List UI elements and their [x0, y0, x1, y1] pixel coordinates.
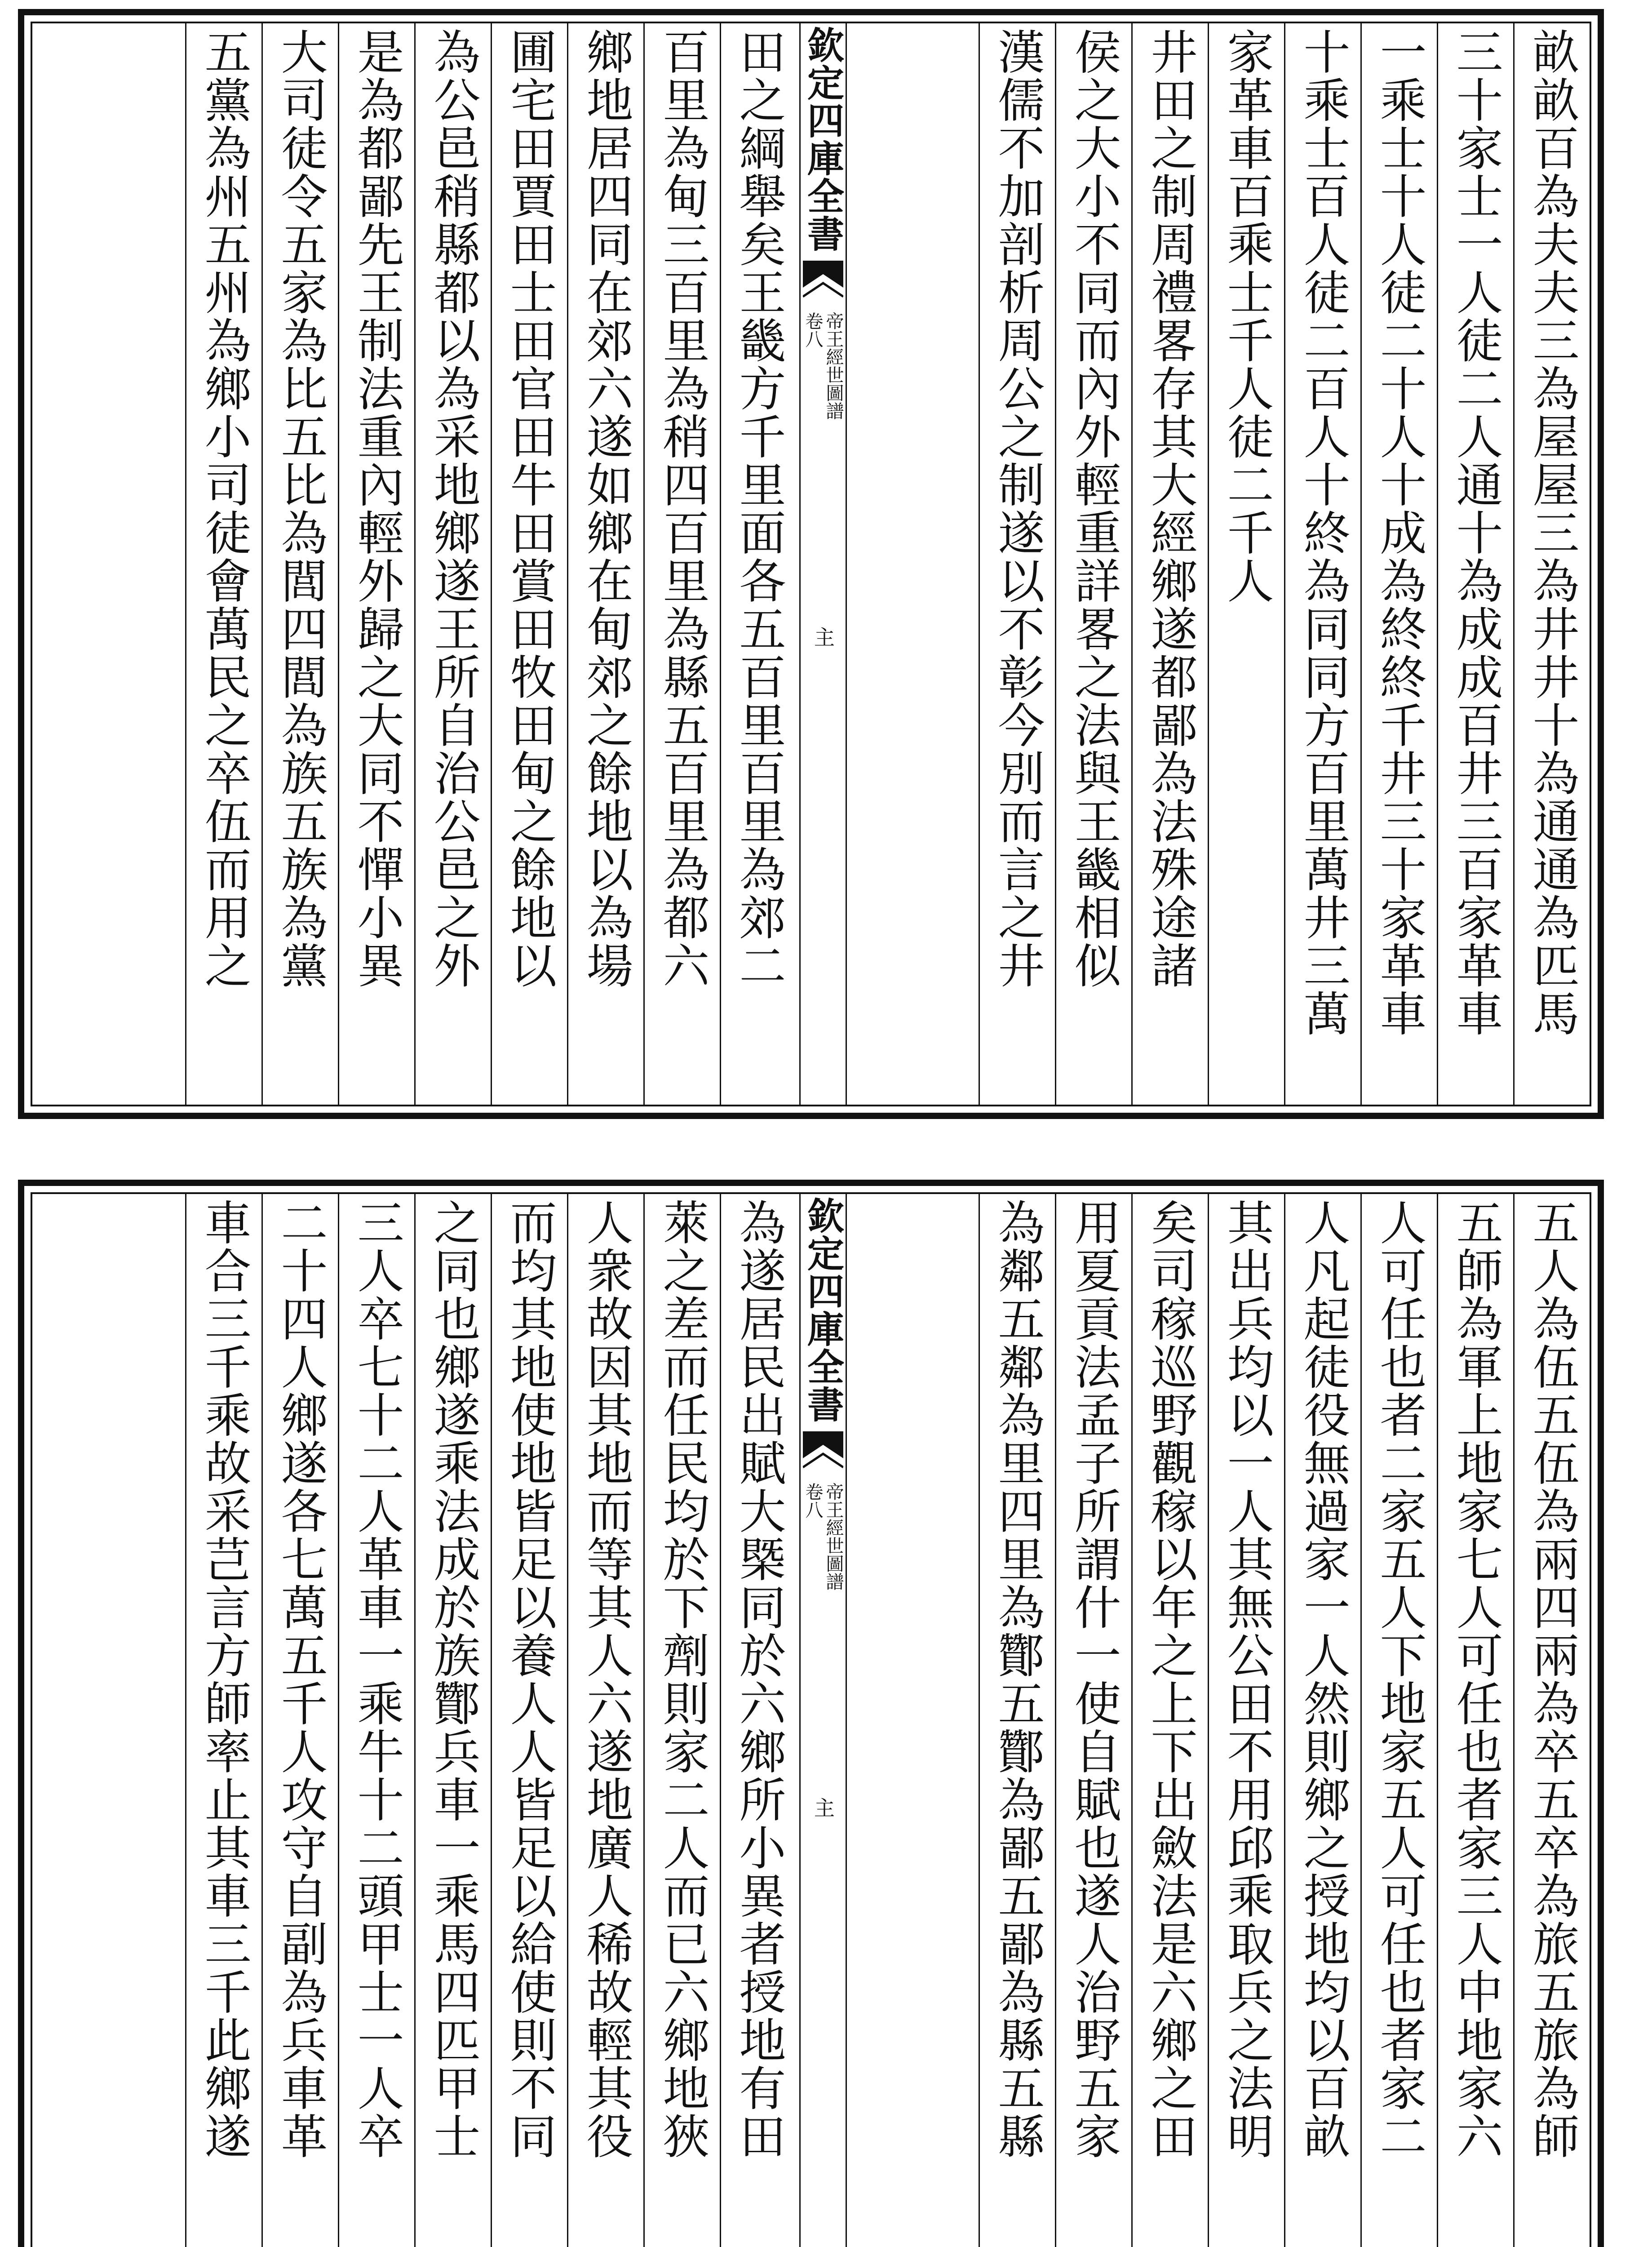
left-half-text — [32, 23, 796, 1105]
text-column: 其出兵均以一人其無公田不用邱乘取兵之法明 — [1208, 1194, 1284, 2247]
text-column: 田之綱舉矣王畿方千里面各五百里百里為郊二 — [720, 23, 796, 1105]
text-column: 三人卒七十二人革車一乘牛十二頭甲士一人卒 — [338, 1194, 414, 2247]
text-column: 井田之制周禮畧存其大經鄉遂都鄙為法殊途諸 — [1131, 23, 1208, 1105]
text-column: 三十家士一人徒二人通十為成成百井三百家革車 — [1437, 23, 1513, 1105]
text-column: 鄉地居四同在郊六遂如鄉在甸郊之餘地以為場 — [567, 23, 643, 1105]
text-column: 二十四人鄉遂各七萬五千人攻守自副為兵車革 — [261, 1194, 338, 2247]
text-column: 侯之大小不同而內外輕重詳畧之法與王畿相似 — [1055, 23, 1131, 1105]
text-column: 用夏貢法孟子所謂什一使自賦也遂人治野五家 — [1055, 1194, 1131, 2247]
text-column: 為鄰五鄰為里四里為酇五酇為鄙五鄙為縣五縣 — [979, 1194, 1055, 2247]
text-column: 十乘士百人徒二百人十終為同同方百里萬井三萬 — [1284, 23, 1360, 1105]
book-title: 欽定四庫全書 — [801, 1197, 845, 1423]
text-column: 人可任也者二家五人下地家五人可任也者家二 — [1360, 1194, 1437, 2247]
text-column: 漢儒不加剖析周公之制遂以不彰今別而言之井 — [979, 23, 1055, 1105]
work-title: 帝王經世圖譜 — [823, 1483, 844, 1590]
folio-number: 主 — [811, 1797, 835, 1818]
work-info — [804, 312, 842, 420]
text-column: 五人為伍五伍為兩四兩為卒五卒為旅五旅為師 — [1513, 1194, 1590, 2247]
text-column: 為公邑稍縣都以為采地鄉遂王所自治公邑之外 — [414, 23, 491, 1105]
left-half-text — [32, 1194, 796, 2247]
text-column: 五師為軍上地家七人可任也者家三人中地家六 — [1437, 1194, 1513, 2247]
folio-number: 主 — [811, 626, 835, 647]
text-column: 為遂居民出賦大槩同於六鄉所小異者授地有田 — [720, 1194, 796, 2247]
volume-label: 卷八 — [802, 312, 823, 348]
text-column: 家革車百乘士千人徒二千人 — [1208, 23, 1284, 1105]
text-column: 而均其地使地皆足以養人人皆足以給使則不同 — [491, 1194, 567, 2247]
text-column: 是為都鄙先王制法重內輕外歸之大同不憚小異 — [338, 23, 414, 1105]
text-column: 百里為甸三百里為稍四百里為縣五百里為都六 — [643, 23, 720, 1105]
text-column: 五黨為州五州為鄉小司徒會萬民之卒伍而用之 — [185, 23, 261, 1105]
volume-label: 卷八 — [802, 1483, 823, 1519]
text-column: 人衆故因其地而等其人六遂地廣人稀故輕其役 — [567, 1194, 643, 2247]
bottom-page — [18, 1180, 1604, 2247]
text-column: 人凡起徒役無過家一人然則鄉之授地均以百畝 — [1284, 1194, 1360, 2247]
text-column: 矣司稼巡野觀稼以年之上下出斂法是六鄉之田 — [1131, 1194, 1208, 2247]
work-title: 帝王經世圖譜 — [823, 312, 844, 420]
text-column: 車合三千乘故采芑言方師率止其車三千此鄉遂 — [185, 1194, 261, 2247]
book-title: 欽定四庫全書 — [801, 26, 845, 253]
text-column: 之同也鄉遂乘法成於族酇兵車一乘馬四匹甲士 — [414, 1194, 491, 2247]
text-column: 一乘士十人徒二十人十成為終終千井三十家革車 — [1360, 23, 1437, 1105]
text-column: 圃宅田賈田士田官田牛田賞田牧田甸之餘地以 — [491, 23, 567, 1105]
text-column: 萊之差而任民均於下劑則家二人而已六鄉地狹 — [643, 1194, 720, 2247]
centre-fold — [799, 1194, 847, 2247]
top-page — [18, 9, 1604, 1119]
text-column: 畝畝百為夫夫三為屋屋三為井井十為通通為匹馬 — [1513, 23, 1590, 1105]
fish-tail-ornament-icon — [803, 1431, 843, 1472]
fish-tail-ornament-icon — [803, 261, 843, 301]
work-info — [804, 1483, 842, 1590]
centre-fold — [799, 23, 847, 1105]
text-column: 大司徒令五家為比五比為閭四閭為族五族為黨 — [261, 23, 338, 1105]
